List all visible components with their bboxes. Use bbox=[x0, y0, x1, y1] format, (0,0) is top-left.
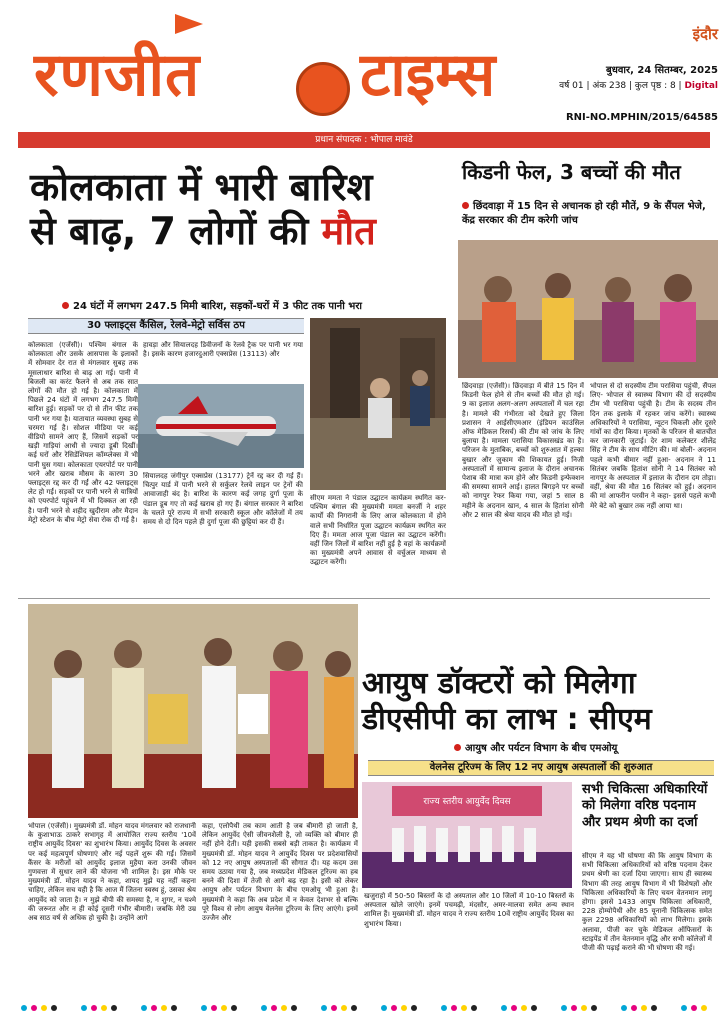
emblem-icon bbox=[296, 62, 350, 116]
issue-text: वर्ष 01 | अंक 238 | कुल पृष्ठ : 8 | bbox=[559, 81, 682, 91]
airport-photo bbox=[138, 384, 304, 468]
ceremony-photo bbox=[28, 604, 358, 818]
registration-dot bbox=[231, 1005, 237, 1011]
registration-dot bbox=[591, 1005, 597, 1011]
registration-dot bbox=[531, 1005, 537, 1011]
story3-side-headline: सभी चिकित्सा अधिकारियों को मिलेगा वरिष्ठ पदनाम और प्रथम श्रेणी का दर्जा bbox=[582, 782, 708, 830]
registration-dot bbox=[291, 1005, 297, 1011]
registration-dot bbox=[401, 1005, 407, 1011]
registration-dot bbox=[351, 1005, 357, 1011]
registration-dot bbox=[501, 1005, 507, 1011]
story1-headline-red: मौत bbox=[321, 208, 376, 253]
story1-bullet-text: 24 घंटों में लगभग 247.5 मिमी बारिश, सड़कों-घरों में 3 फीट तक पानी भरा bbox=[73, 301, 363, 312]
registration-dot bbox=[691, 1005, 697, 1011]
masthead-title-part2: टाइम्स bbox=[360, 40, 496, 110]
masthead bbox=[0, 0, 728, 132]
story3-col3: खजुराहो में 50-50 बिस्तरों के दो अस्पताल और 10 जिलों में 10-10 बिस्तरों के अस्पताल खोले जाएंगे। इनमें पचमढ़ी, मंदसौर, अमर-मालवा समेत अन्य स्थान शामिल हैं। मुख्यमंत्री डॉ. मोहन यादव ने राज्य स्तरीय 10वें राष्ट्रीय आयुर्वेद दिवस का शुभारंभ किया। bbox=[364, 892, 574, 928]
registration-dot bbox=[281, 1005, 287, 1011]
registration-dot bbox=[581, 1005, 587, 1011]
bullet-icon bbox=[462, 202, 469, 209]
registration-dot bbox=[391, 1005, 397, 1011]
registration-dot bbox=[331, 1005, 337, 1011]
registration-dot bbox=[321, 1005, 327, 1011]
story3-headline bbox=[362, 668, 712, 735]
registration-dot bbox=[91, 1005, 97, 1011]
registration-dot bbox=[681, 1005, 687, 1011]
story1-col2b: सियालदह जंगीपुर एक्सप्रेस (13177) ट्रेनें रद्द कर दी गई हैं। चित्पुर यार्ड में पानी भरने से सर्कुलर रेलवे लाइन पर ट्रेनों की आवाजाही बंद है। बारिश के कारण कई जगह दुर्गा पूजा के पंडाल डूब गए तो कई खराब हो गए हैं। बंगाल सरकार ने बारिश के चलते पूरे राज्य में सभी सरकारी स्कूल और कॉलेजों में तय समय से दो दिन पहले ही दुर्गा पूजा की छुट्टियां कर दी हैं। bbox=[143, 472, 303, 527]
registration-dot bbox=[21, 1005, 27, 1011]
registration-dot bbox=[201, 1005, 207, 1011]
story3-headline-line2: डीएसीपी का लाभ : सीएम bbox=[362, 701, 652, 737]
story1-col2a: हावड़ा और सियालदह डिवीजनों के रेलवे ट्रैक पर पानी भर गया है। इसके कारण हजारदुआरी एक्सप्रेस (13113) और bbox=[143, 341, 303, 359]
registration-dot bbox=[271, 1005, 277, 1011]
registration-dot bbox=[31, 1005, 37, 1011]
children-photo bbox=[458, 240, 718, 378]
story1-col3: सीएम ममता ने पंडाल उद्घाटन कार्यक्रम स्थगित कर- पश्चिम बंगाल की मुख्यमंत्री ममता बनर्जी ने शहर कार्यों की निगरानी के लिए आज कोलकाता में होने वाले सभी निर्धारित पूजा उद्घाटन कार्यक्रम स्थगित कर दिए हैं। ममता आज पूजा पंडाल का उद्घाटन करेंगी। वहीं जिन जिलों में बारिश नहीं हुई है वहां के कार्यक्रमों का मुख्यमंत्री अपने आवास से वर्चुअल माध्यम से उद्घाटन करेंगी। bbox=[310, 494, 446, 567]
registration-dot bbox=[471, 1005, 477, 1011]
story1-headline bbox=[30, 165, 430, 253]
story2-col1: छिंदवाड़ा (एजेंसी)। छिंदवाड़ा में बीते 15 दिन में किडनी फेल होने से तीन बच्चों की मौत हो गई। 9 का इलाज अलग-अलग अस्पतालों में चल रहा है। मामले की गंभीरता को देखते हुए जिला प्रशासन ने आईसीएमआर (इंडियन काउंसिल ऑफ मेडिकल रिसर्च) की टीम को जांच के लिए बुलाया है। मामला परासिया विकासखंड का है। परिजन के मुताबिक, बच्चों को शुरुआत में हल्का बुखार और जुकाम की शिकायत हुई। निजी अस्पतालों में सामान्य इलाज के दौरान अचानक पेशाब की मात्रा कम होने और किडनी इन्फेक्शन की समस्या सामने आई। हालत बिगड़ने पर बच्चों को नागपुर रेफर किया गया, जहां 5 साल 8 महीने के अदनान खान, 4 साल के हितांश सोनी और 2 साल की श्रेया यादव की मौत हो गई। bbox=[462, 382, 584, 519]
registration-dot bbox=[211, 1005, 217, 1011]
story3-col1: भोपाल (एजेंसी)। मुख्यमंत्री डॉ. मोहन यादव मंगलवार को राजधानी के कुशाभाऊ ठाकरे सभागृह में आयोजित राज्य स्तरीय '10वें राष्ट्रीय आयुर्वेद दिवस' का शुभारंभ किया। आयुर्वेद दिवस के अवसर पर कई महत्वपूर्ण घोषणाएं और नई पहलें शुरू की गईं। जिसमें कैंसर के मरीजों को आयुर्वेद इलाज मुहैया करा उनकी जीवन गुणवत्ता में सुधार लाने की योजना भी शामिल है। इस मौके पर मुख्यमंत्री डॉ. मोहन यादव ने कहा, शायद मुझे यह नहीं कहना चाहिए, लेकिन सच यही है कि आज मैं जितना स्वस्थ हूं, उसका श्रेय आयुर्वेद को जाता है। न मुझे बीपी की समस्या है, न शुगर, न चश्मे की जरूरत और न ही कोई दूसरी गंभीर बीमारी। जबकि मेरी उम्र अब साठ वर्ष से अधिक हो चुकी है। उन्होंने आगे bbox=[28, 822, 196, 923]
registration-dot bbox=[631, 1005, 637, 1011]
story2-bullet bbox=[462, 198, 718, 226]
registration-dot bbox=[41, 1005, 47, 1011]
registration-dot bbox=[411, 1005, 417, 1011]
story1-col1: कोलकाता (एजेंसी)। पश्चिम बंगाल के कोलकाता और उसके आसपास के इलाकों में सोमवार देर रात से मंगलवार सुबह तक मूसलाधार बारिश से बाढ़ आ गई। पानी में बिजली का करंट फैलने से अब तक सात लोगों की मौत हो गई है। कोलकाता में पिछले 24 घंटों में लगभग 247.5 मिमी बारिश हुई। सड़कों पर दो से तीन फीट तक पानी भर गया है। यातायात व्यवस्था सुबह से चरमरा गई है। सोशल मीडिया पर कई वीडियो सामने आए हैं, जिसमें सड़कों पर खड़ी गाड़ियां आधी से ज्यादा डूबी दिखीं। कई घरों और रेसिडेंशियल कॉम्प्लेक्स में भी पानी घुस गया। कोलकाता एयरपोर्ट पर पानी भरने और खराब मौसम के कारण 30 फ्लाइट्स रद्द कर दी गईं और 42 फ्लाइट्स लेट हो गईं। सड़कों पर पानी भरने से यात्रियों को एयरपोर्ट पहुंचने में भी दिक्कत आ रही है। पानी भरने से शहीद खुदीराम और मैदान मेट्रो स्टेशन के बीच मेट्रो सेवा रोक दी गई है। bbox=[28, 341, 138, 524]
editor-bar: प्रधान संपादक : भोपाल मावंडे bbox=[18, 132, 710, 148]
registration-dot bbox=[701, 1005, 707, 1011]
registration-dot bbox=[381, 1005, 387, 1011]
story2-headline: किडनी फेल, 3 बच्चों की मौत bbox=[462, 160, 681, 184]
registration-dot bbox=[441, 1005, 447, 1011]
story3-col2: कहा, एलोपैथी तब काम आती है जब बीमारी हो जाती है, लेकिन आयुर्वेद ऐसी जीवनशैली है, जो व्यक्ति को बीमार ही नहीं होने देती। यही इसकी सबसे बड़ी ताकत है। कार्यक्रम में मुख्यमंत्री डॉ. मोहन यादव ने आयुर्वेद दिवस पर प्रदेशवासियों को 12 नए आयुष अस्पतालों की सौगात दी। यह कदम उस समय उठाया गया है, जब मध्यप्रदेश मेडिकल टूरिज्म का हब बनने की दिशा में तेजी से आगे बढ़ रहा है। इसी को लेकर आयुष और पर्यटन विभाग के बीच एमओयू भी हुआ है। मुख्यमंत्री ने कहा कि अब प्रदेश में न केवल देशभर से बल्कि पूरे विश्व से लोग आयुष वेलनेस टूरिज्म के लिए आएंगे। इनमें उज्जैन और bbox=[202, 822, 358, 923]
section-divider bbox=[18, 598, 710, 599]
dateline: बुधवार, 24 सितम्बर, 2025 bbox=[606, 65, 718, 76]
city-name: इंदौर bbox=[692, 25, 718, 43]
registration-dot bbox=[51, 1005, 57, 1011]
registration-dot bbox=[571, 1005, 577, 1011]
registration-dot bbox=[461, 1005, 467, 1011]
registration-dot bbox=[81, 1005, 87, 1011]
registration-dot bbox=[101, 1005, 107, 1011]
registration-dot bbox=[161, 1005, 167, 1011]
story3-headline-line1: आयुष डॉक्टरों को मिलेगा bbox=[362, 666, 636, 701]
registration-dot bbox=[141, 1005, 147, 1011]
flood-photo bbox=[310, 318, 446, 490]
registration-dot bbox=[641, 1005, 647, 1011]
registration-dot bbox=[221, 1005, 227, 1011]
flag-icon bbox=[175, 14, 203, 34]
registration-dot bbox=[261, 1005, 267, 1011]
story3-subhead: वेलनेस टूरिज्म के लिए 12 नए आयुष अस्पतालों की शुरुआत bbox=[368, 760, 714, 776]
registration-dot bbox=[171, 1005, 177, 1011]
story3-bullet-text: आयुष और पर्यटन विभाग के बीच एमओयू bbox=[465, 743, 618, 754]
story1-headline-line2: से बाढ़, 7 लोगों की bbox=[30, 208, 322, 253]
registration-dot bbox=[511, 1005, 517, 1011]
stage-photo bbox=[362, 782, 572, 888]
story3-side-text: सीएम ने यह भी घोषणा की कि आयुष विभाग के सभी चिकित्सा अधिकारियों को वरिष्ठ पदनाम देकर प्रथम श्रेणी का दर्जा दिया जाएगा। साथ ही स्वास्थ्य विभाग की तरह आयुष विभाग में भी विशेषज्ञों और चिकित्सा अधिकारियों के लिए चयन वेतनमान लागू होगा। इससे 1433 आयुष चिकित्सा अधिकारी, 228 होम्योपैथी और 85 यूनानी चिकित्सक समेत कुल 2298 अधिकारियों को लाभ मिलेगा। इसके अलावा, पीजी कर चुके मेडिकल ऑफिसरों के स्टाइपेंड में तीन वेतनमान वृद्धि और सभी कॉलेजों में पीजी की पढ़ाई कराने की भी घोषणा की गई। bbox=[582, 852, 712, 953]
story2-bullet-text: छिंदवाड़ा में 15 दिन से अचानक हो रही मौतें, 9 के सैंपल भेजे, केंद्र सरकार की टीम करेगी जांच bbox=[462, 201, 706, 226]
registration-dot bbox=[561, 1005, 567, 1011]
registration-dot bbox=[451, 1005, 457, 1011]
registration-dot bbox=[341, 1005, 347, 1011]
registration-dot bbox=[151, 1005, 157, 1011]
registration-dot bbox=[651, 1005, 657, 1011]
registration-marks bbox=[0, 1000, 728, 1014]
registration-dot bbox=[621, 1005, 627, 1011]
story2-col2: भोपाल से दो सदस्यीय टीम परासिया पहुंची, सैंपल लिए- भोपाल से स्वास्थ्य विभाग की दो सदस्यीय टीम भी परासिया पहुंची है। टीम के सदस्य तीन दिन तक इलाके में रहकर जांच करेंगे। स्वास्थ्य अधिकारियों ने परासिया, न्यूटन चिकली और दूसरे गांवों का दौरा किया। मृतकों के परिजन से बातचीत कर जानकारी जुटाई। देर शाम कलेक्टर शीलेंद्र सिंह ने टीम के साथ मीटिंग की। मां बोली- अदनान पहले कभी बीमार नहीं हुआ- अदनान ने 11 सितंबर जबकि हितांश सोनी ने 14 सितंबर को नागपुर के अस्पताल में इलाज के दौरान दम तोड़ा। वहीं, श्रेया की मौत 16 सितंबर को हुई। अदनान की मां आफरीन परवीन ने कहा- इससे पहले कभी मेरे बेटे को बुखार तक नहीं आया था। bbox=[590, 382, 716, 510]
issue-info bbox=[559, 78, 718, 91]
story3-bullet bbox=[454, 740, 714, 754]
story1-subhead: 30 फ्लाइट्स कैंसिल, रेलवे-मेट्रो सर्विस ठप bbox=[28, 318, 304, 334]
bullet-icon bbox=[62, 302, 69, 309]
digital-label: Digital bbox=[684, 81, 718, 91]
masthead-title-part1: रणजीत bbox=[34, 40, 201, 110]
color-dots bbox=[0, 1001, 728, 1015]
registration-dot bbox=[111, 1005, 117, 1011]
story1-headline-line1: कोलकाता में भारी बारिश bbox=[30, 165, 373, 209]
stage-banner: राज्य स्तरीय आयुर्वेद दिवस bbox=[423, 797, 511, 807]
rni-number: RNI-NO.MPHIN/2015/64585 bbox=[565, 112, 718, 123]
registration-dot bbox=[521, 1005, 527, 1011]
masthead-info bbox=[559, 24, 718, 91]
bullet-icon bbox=[454, 744, 461, 751]
story1-bullet bbox=[62, 298, 452, 312]
